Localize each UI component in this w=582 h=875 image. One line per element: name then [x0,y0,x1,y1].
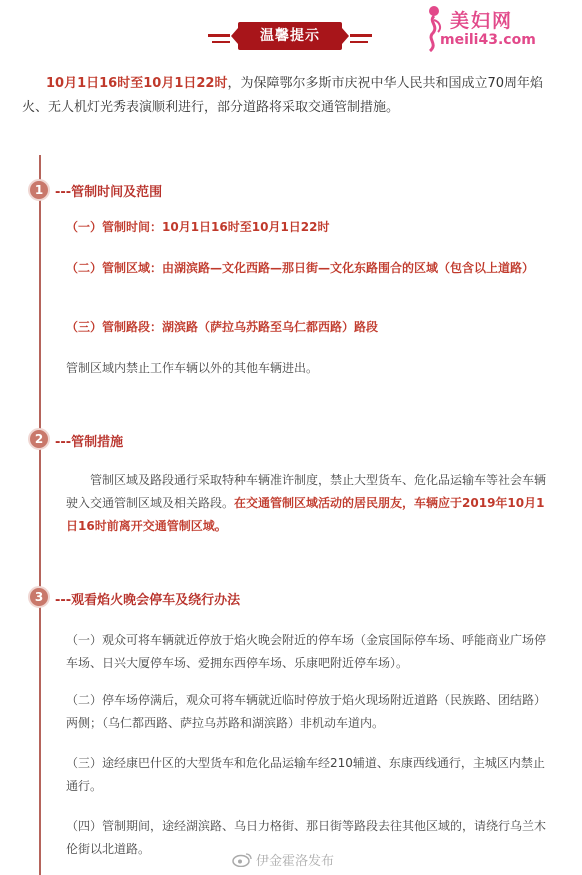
watermark-text: 伊金霍洛发布 [256,854,335,869]
section-1-number: 1 [28,179,50,201]
section-1-item-1: （一）管制时间：10月1日16时至10月1日22时 [66,220,330,234]
logo-name: 美妇网 [450,10,514,32]
logo-site: meili43.com [440,32,536,48]
header-rule-left-thick [208,34,230,37]
section-2-text: 管制区域及路段通行采取特种车辆准许制度，禁止大型货车、危化品运输车等社会车辆驶入交通管制区域及相关路段。 [66,473,547,510]
section-3-item-1: （一）观众可将车辆就近停放于焰火晚会附近的停车场（金宸国际停车场、呼能商业广场停车场、日兴大厦停车场、爱拥东西停车场、乐康吧附近停车场）。 [66,633,547,670]
header-rule-left-thin [212,41,230,43]
section-3-number: 3 [28,586,50,608]
weibo-watermark [232,850,334,869]
intro-paragraph [22,72,562,120]
section-2-paragraph [66,469,556,538]
intro-highlight: 10月1日16时至10月1日22时 [46,76,228,91]
header-rule-right-thick [350,34,372,37]
section-3-title: ---观看焰火晚会停车及绕行办法 [55,593,241,608]
tip-banner: 温馨提示 [238,22,342,50]
timeline-line [39,155,41,875]
site-logo [420,4,580,54]
section-2-highlight: 在交通管制区域活动的居民朋友，车辆应于2019年10月1日16时前离开交通管制区域。 [66,496,545,533]
section-3-item-3: （三）途经康巴什区的大型货车和危化品运输车经210辅道、东康西线通行，主城区内禁止通行。 [66,756,545,793]
section-3-item-2: （二）停车场停满后，观众可将车辆就近临时停放于焰火现场附近道路（民族路、团结路）两侧；（乌仁都西路、萨拉乌苏路和湖滨路）非机动车道内。 [66,693,547,730]
section-1-title: ---管制时间及范围 [55,185,163,200]
header-rule-right-thin [350,41,368,43]
section-2-title: ---管制措施 [55,435,124,450]
weibo-icon [232,853,252,867]
section-1-item-2: （二）管制区域：由湖滨路—文化西路—那日街—文化东路围合的区域（包含以上道路） [66,261,535,275]
intro-text: ，为保障鄂尔多斯市庆祝中华人民共和国成立70周年焰火、无人机灯光秀表演顺利进行，部分道路将采取交通管制措施。 [22,76,544,115]
section-3-item-4: （四）管制期间，途经湖滨路、乌日力格街、那日街等路段去往其他区域的，请绕行乌兰木伦街以北道路。 [66,819,547,856]
section-1-item-3: （三）管制路段：湖滨路（萨拉乌苏路至乌仁都西路）路段 [66,320,379,334]
section-1-note: 管制区域内禁止工作车辆以外的其他车辆进出。 [66,361,319,375]
section-2-number: 2 [28,428,50,450]
